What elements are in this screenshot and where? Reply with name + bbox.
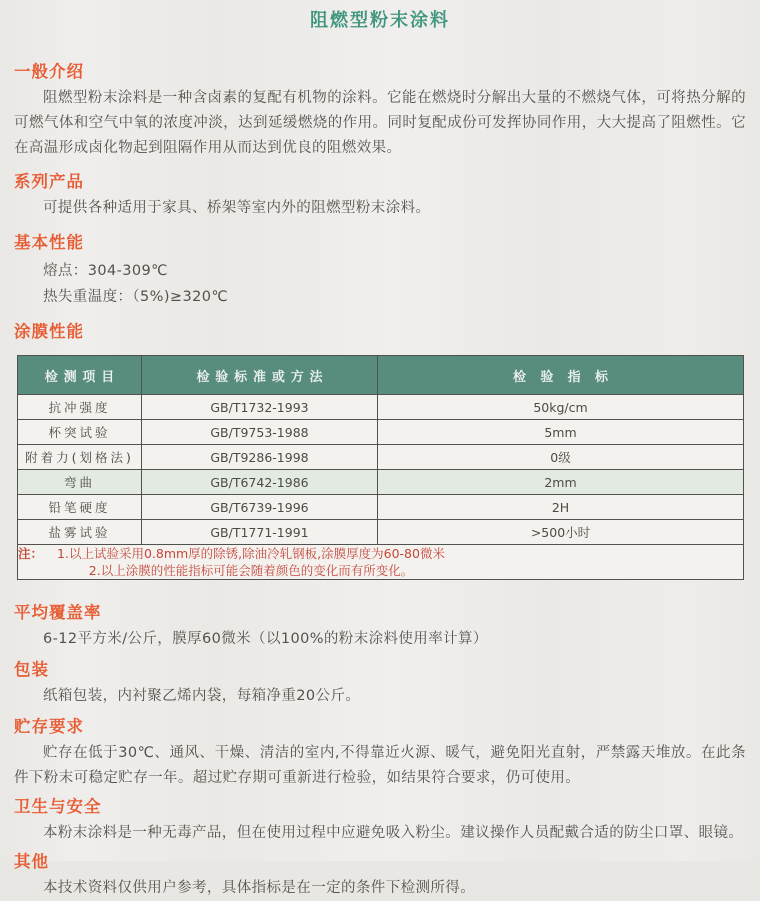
- cell-standard: GB/T1732-1993: [142, 395, 378, 420]
- film-performance-table: [17, 355, 744, 580]
- section-heading-general: 一般介绍: [14, 62, 84, 81]
- section-heading-coverage: 平均覆盖率: [14, 603, 102, 622]
- cell-value: 0级: [378, 445, 744, 470]
- table-row: [18, 445, 744, 470]
- cell-standard: GB/T1771-1991: [142, 520, 378, 545]
- section-heading-safety: 卫生与安全: [14, 797, 102, 816]
- cell-item: 盐雾试验: [18, 520, 142, 545]
- cell-item: 铅笔硬度: [18, 495, 142, 520]
- section-heading-other: 其他: [14, 852, 49, 871]
- table-row: [18, 420, 744, 445]
- section-heading-storage: 贮存要求: [14, 717, 84, 736]
- column-header-item: 检测项目: [18, 356, 142, 395]
- note-line-2: 2.以上涂膜的性能指标可能会随着颜色的变化而有所变化。: [88, 563, 414, 578]
- table-row: [18, 495, 744, 520]
- table-row-highlighted: [18, 470, 744, 495]
- cell-item: 附着力(划格法): [18, 445, 142, 470]
- column-header-value: 检验指标: [378, 356, 744, 395]
- column-header-standard: 检验标准或方法: [142, 356, 378, 395]
- table-header-row: [18, 356, 744, 395]
- table-row: [18, 520, 744, 545]
- storage-paragraph: 贮存在低于30℃、通风、干燥、清洁的室内,不得靠近火源、暖气，避免阳光直射，严禁露天堆放。在此条件下粉末可稳定贮存一年。超过贮存期可重新进行检验，如结果符合要求，仍可使用。: [14, 745, 746, 786]
- section-heading-packaging: 包装: [14, 660, 49, 679]
- table-row: [18, 395, 744, 420]
- other-paragraph: 本技术资料仅供用户参考，具体指标是在一定的条件下检测所得。: [43, 880, 476, 896]
- cell-standard: GB/T6739-1996: [142, 495, 378, 520]
- cell-standard: GB/T9753-1988: [142, 420, 378, 445]
- section-heading-series: 系列产品: [14, 172, 84, 191]
- cell-value: 2H: [378, 495, 744, 520]
- section-heading-basic: 基本性能: [14, 233, 84, 252]
- cell-standard: GB/T6742-1986: [142, 470, 378, 495]
- melting-point-line: 熔点：304-309℃: [43, 263, 168, 279]
- note-line-1: 1.以上试验采用0.8mm厚的除锈,除油冷轧钢板,涂膜厚度为60-80微米: [57, 546, 445, 561]
- table-note-row: [18, 545, 744, 580]
- cell-value: >500小时: [378, 520, 744, 545]
- cell-item: 杯突试验: [18, 420, 142, 445]
- cell-standard: GB/T9286-1998: [142, 445, 378, 470]
- packaging-paragraph: 纸箱包装，内衬聚乙烯内袋，每箱净重20公斤。: [43, 688, 361, 704]
- cell-value: 50kg/cm: [378, 395, 744, 420]
- cell-item: 弯曲: [18, 470, 142, 495]
- page-title: 阻燃型粉末涂料: [310, 10, 450, 31]
- note-label: 注：: [18, 546, 44, 561]
- series-paragraph: 可提供各种适用于家具、桥架等室内外的阻燃型粉末涂料。: [43, 200, 431, 216]
- coverage-paragraph: 6-12平方米/公斤，膜厚60微米（以100%的粉末涂料使用率计算）: [43, 631, 488, 647]
- cell-item: 抗冲强度: [18, 395, 142, 420]
- section-heading-film: 涂膜性能: [14, 322, 84, 341]
- safety-paragraph: 本粉末涂料是一种无毒产品，但在使用过程中应避免吸入粉尘。建议操作人员配戴合适的防尘口罩、眼镜。: [43, 825, 744, 841]
- general-paragraph: 阻燃型粉末涂料是一种含卤素的复配有机物的涂料。它能在燃烧时分解出大量的不燃烧气体，可将热分解的可燃气体和空气中氧的浓度冲淡，达到延缓燃烧的作用。同时复配成份可发挥协同作用，大大提高了阻燃性。它在高温形成卤化物起到阻隔作用从而达到优良的阻燃效果。: [14, 90, 746, 156]
- weight-loss-line: 热失重温度：（5%)≥320℃: [43, 289, 229, 305]
- cell-value: 2mm: [378, 470, 744, 495]
- table-note: [18, 545, 744, 580]
- cell-value: 5mm: [378, 420, 744, 445]
- basic-properties: [14, 258, 746, 310]
